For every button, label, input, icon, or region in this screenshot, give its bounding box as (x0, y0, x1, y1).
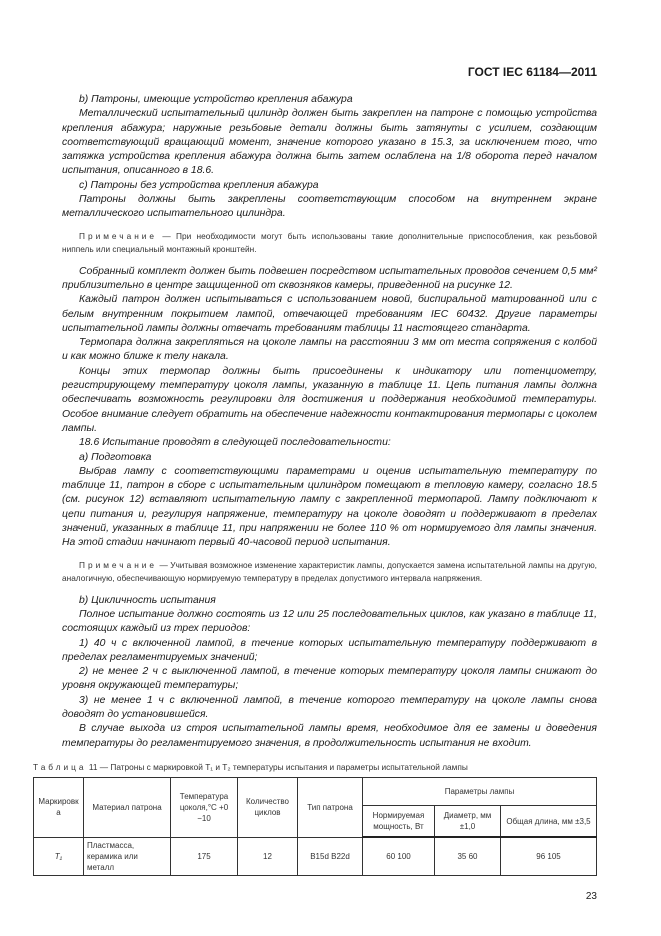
note (62, 559, 597, 586)
paragraph: Выбрав лампу с соответствующими параметрами и оценив испытательную температуру по таблице 11, патрон в сборе с испытательным цилиндром помещают в тепловую камеру, согласно 18.5 (см. рисунок 12) вставляют испытательную лампу с закрепленной термопарой. Лампу подключают к цепи питания и, регулируя напряжение, температуру на цоколе доводят и поддерживают в пределах значений, указанных в таблице 11, при напряжении не более 110 % от нормируемого для лампы значения. На этой стадии начинают первый 40-часовой период испытания. (62, 465, 597, 549)
table-caption-label: Таблица (33, 761, 87, 772)
paragraph: Полное испытание должно состоять из 12 или 25 последовательных циклов, как указано в таблице 11, состоящих каждый из трех периодов: (62, 608, 597, 635)
table-caption (33, 761, 597, 773)
note-text: — Учитывая возможное изменение характеристик лампы, допускается замена испытательной лампы на другую, аналогичную, обеспечивающую нормируемую температуру в пределах допустимого интервала напряжения. (62, 559, 597, 584)
header-length: Общая длина, мм ±3,5 (501, 805, 597, 837)
header-type: Тип патрона (298, 777, 363, 837)
table-caption-text: 11 — Патроны с маркировкой T₁ и T₂ температуры испытания и параметры испытательной лампы (86, 761, 468, 772)
cell-diameter: 35 60 (435, 837, 501, 875)
cell-power: 60 100 (363, 837, 435, 875)
paragraph: Патроны должны быть закреплены соответствующим способом на внутреннем экране металлического испытательного цилиндра. (62, 194, 597, 220)
document-id: ГОСТ IEC 61184—2011 (467, 65, 597, 79)
header-power: Нормируемая мощность, Вт (363, 805, 435, 837)
note (62, 230, 597, 257)
subheading-b: b) Цикличность испытания (79, 594, 216, 606)
paragraph: Термопара должна закрепляться на цоколе лампы на расстоянии 3 мм от места сопряжения с колбой и как можно ближе к телу накала. (62, 337, 597, 363)
page-body (62, 93, 597, 751)
header-lamp-params: Параметры лампы (363, 777, 597, 805)
subheading-b: b) Патроны, имеющие устройство крепления абажура (79, 94, 353, 105)
header-material: Материал патрона (84, 777, 171, 837)
cell-cycles: 12 (238, 837, 298, 875)
cell-length: 96 105 (501, 837, 597, 875)
section-heading: 18.6 Испытание проводят в следующей последовательности: (79, 437, 391, 449)
note-label: Примечание (79, 230, 158, 241)
page-number: 23 (585, 890, 597, 902)
table-row (34, 837, 597, 875)
parameters-table (33, 777, 597, 876)
subheading-a: a) Подготовка (79, 451, 152, 463)
paragraph: Собранный комплект должен быть подвешен посредством испытательных проводов сечением 0,5 мм² приблизительно в центре защищенной от сквозняков камеры, приведенной на рисунке 12. (62, 265, 597, 291)
cell-material: Пластмасса, керамика или металл (84, 837, 171, 875)
subheading-c: c) Патроны без устройства крепления абажура (79, 179, 319, 191)
header-marking: Маркировка (34, 777, 84, 837)
list-item: 2) не менее 2 ч с выключенной лампой, в течение которых температуру цоколя лампы снижают до уровня окружающей температуры; (62, 666, 597, 692)
list-item: 1) 40 ч с включенной лампой, в течение которых испытательную температуру поддерживают в пределах регламентируемых значений; (62, 637, 597, 663)
paragraph: В случае выхода из строя испытательной лампы время, необходимое для ее замены и доведения температуры до регламентируемого значения, в продолжительность испытания не входит. (62, 723, 597, 749)
paragraph: Каждый патрон должен испытываться с использованием новой, биспиральной матированной или с белым внутренним покрытием лампой, отвечающей требованиям IEC 60432. Другие параметры испытательной лампы должны отвечать требованиям таблицы 11 настоящего стандарта. (62, 294, 597, 334)
cell-temperature: 175 (171, 837, 238, 875)
header-temperature: Температура цоколя,°С +0 −10 (171, 777, 238, 837)
header-cycles: Количество циклов (238, 777, 298, 837)
note-label: Примечание (79, 559, 158, 570)
header-diameter: Диаметр, мм ±1,0 (435, 805, 501, 837)
cell-marking: T₁ (34, 837, 84, 875)
note-text: — При необходимости могут быть использованы такие дополнительные приспособления, как резьбовой ниппель или специальный монтажный кронштейн. (62, 230, 597, 255)
paragraph: Металлический испытательный цилиндр должен быть закреплен на патроне с помощью устройства крепления абажура; наружные резьбовые детали должны быть затянуты с усилием, создающим соответствующий вращающий момент, значение которого указано в 15.3, за исключением того, что затяжка устройства крепления абажура должна быть затем ослаблена на 1/8 оборота перед началом испытания, описанного в 18.6. (62, 108, 597, 177)
cell-type: B15d B22d (298, 837, 363, 875)
paragraph: Концы этих термопар должны быть присоединены к индикатору или потенциометру, регистрирующему температуру цоколя лампы, указанную в таблице 11. Цепь питания лампы должна обеспечивать возможность регулировки для достижения и поддержания необходимой температуры. Особое внимание следует обратить на обеспечение надежности контактирования термопары с цоколем лампы. (62, 365, 597, 434)
list-item: 3) не менее 1 ч с включенной лампой, в течение которого температуру на цоколе лампы снова доводят до установившейся. (62, 694, 597, 720)
